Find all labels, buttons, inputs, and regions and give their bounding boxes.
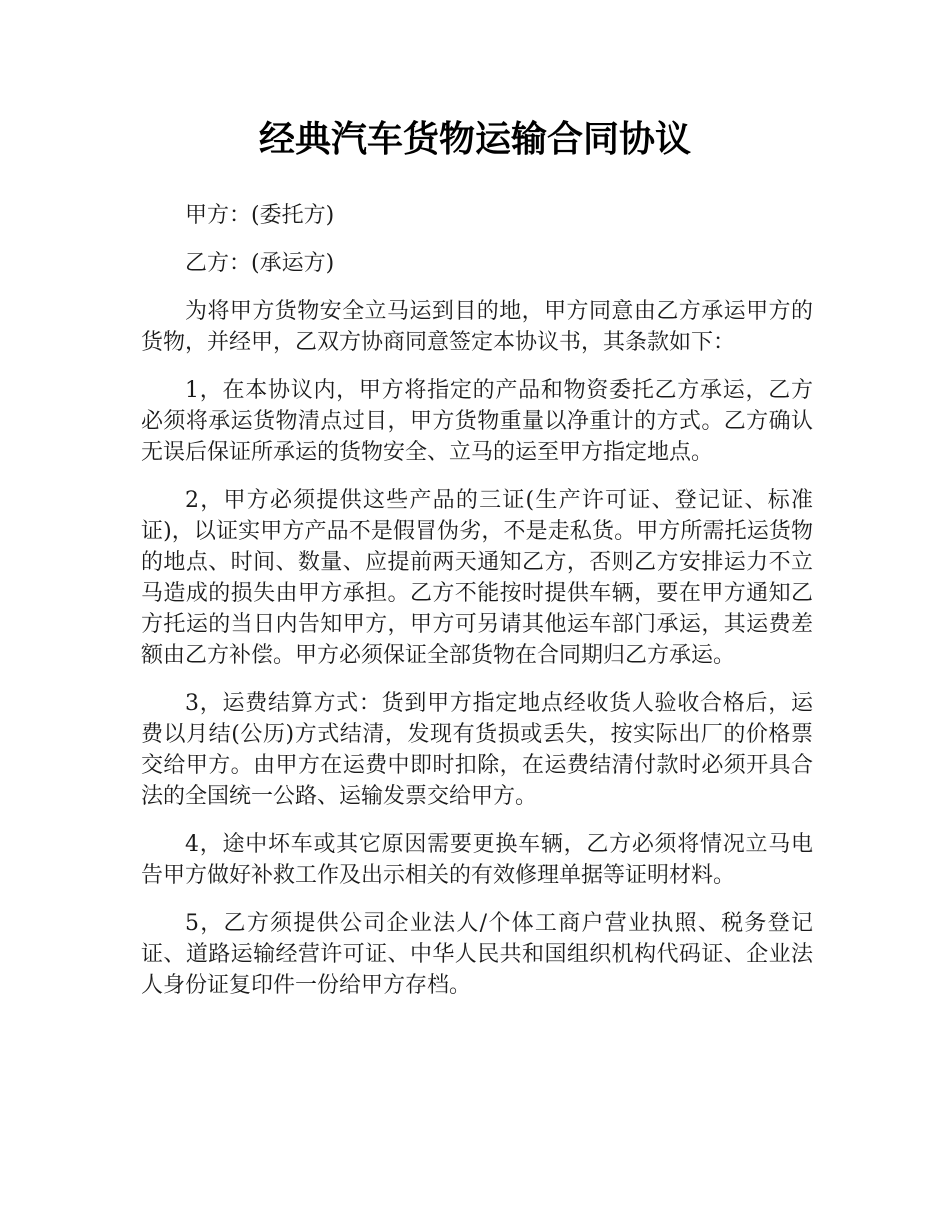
party-a-line: 甲方：(委托方) bbox=[185, 203, 335, 228]
clause-1: 1，在本协议内，甲方将指定的产品和物资委托乙方承运，乙方必须将承运货物清点过目，甲方货物重量以净重计的方式。乙方确认无误后保证所承运的货物安全、立马的运至甲方指定地点。 bbox=[141, 378, 813, 465]
document-body bbox=[141, 200, 813, 1018]
clause-2: 2，甲方必须提供这些产品的三证(生产许可证、登记证、标准证)，以证实甲方产品不是假冒伪劣，不是走私货。甲方所需托运货物的地点、时间、数量、应提前两天通知乙方，否则乙方安排运力不立马造成的损失由甲方承担。乙方不能按时提供车辆，要在甲方通知乙方托运的当日内告知甲方，甲方可另请其他运车部门承运，其运费差额由乙方补偿。甲方必须保证全部货物在合同期归乙方承运。 bbox=[141, 488, 813, 668]
party-b-line: 乙方：(承运方) bbox=[185, 251, 335, 276]
intro-paragraph: 为将甲方货物安全立马运到目的地，甲方同意由乙方承运甲方的货物，并经甲，乙双方协商同意签定本协议书，其条款如下： bbox=[141, 299, 813, 355]
clause-5: 5，乙方须提供公司企业法人/个体工商户营业执照、税务登记证、道路运输经营许可证、中华人民共和国组织机构代码证、企业法人身份证复印件一份给甲方存档。 bbox=[141, 911, 813, 998]
clause-4: 4，途中坏车或其它原因需要更换车辆，乙方必须将情况立马电告甲方做好补救工作及出示相关的有效修理单据等证明材料。 bbox=[141, 832, 813, 888]
document-title: 经典汽车货物运输合同协议 bbox=[258, 119, 691, 160]
clause-3: 3，运费结算方式：货到甲方指定地点经收货人验收合格后，运费以月结(公历)方式结清，发现有货损或丢失，按实际出厂的价格票交给甲方。由甲方在运费中即时扣除，在运费结清付款时必须开具合法的全国统一公路、运输发票交给甲方。 bbox=[141, 691, 813, 809]
